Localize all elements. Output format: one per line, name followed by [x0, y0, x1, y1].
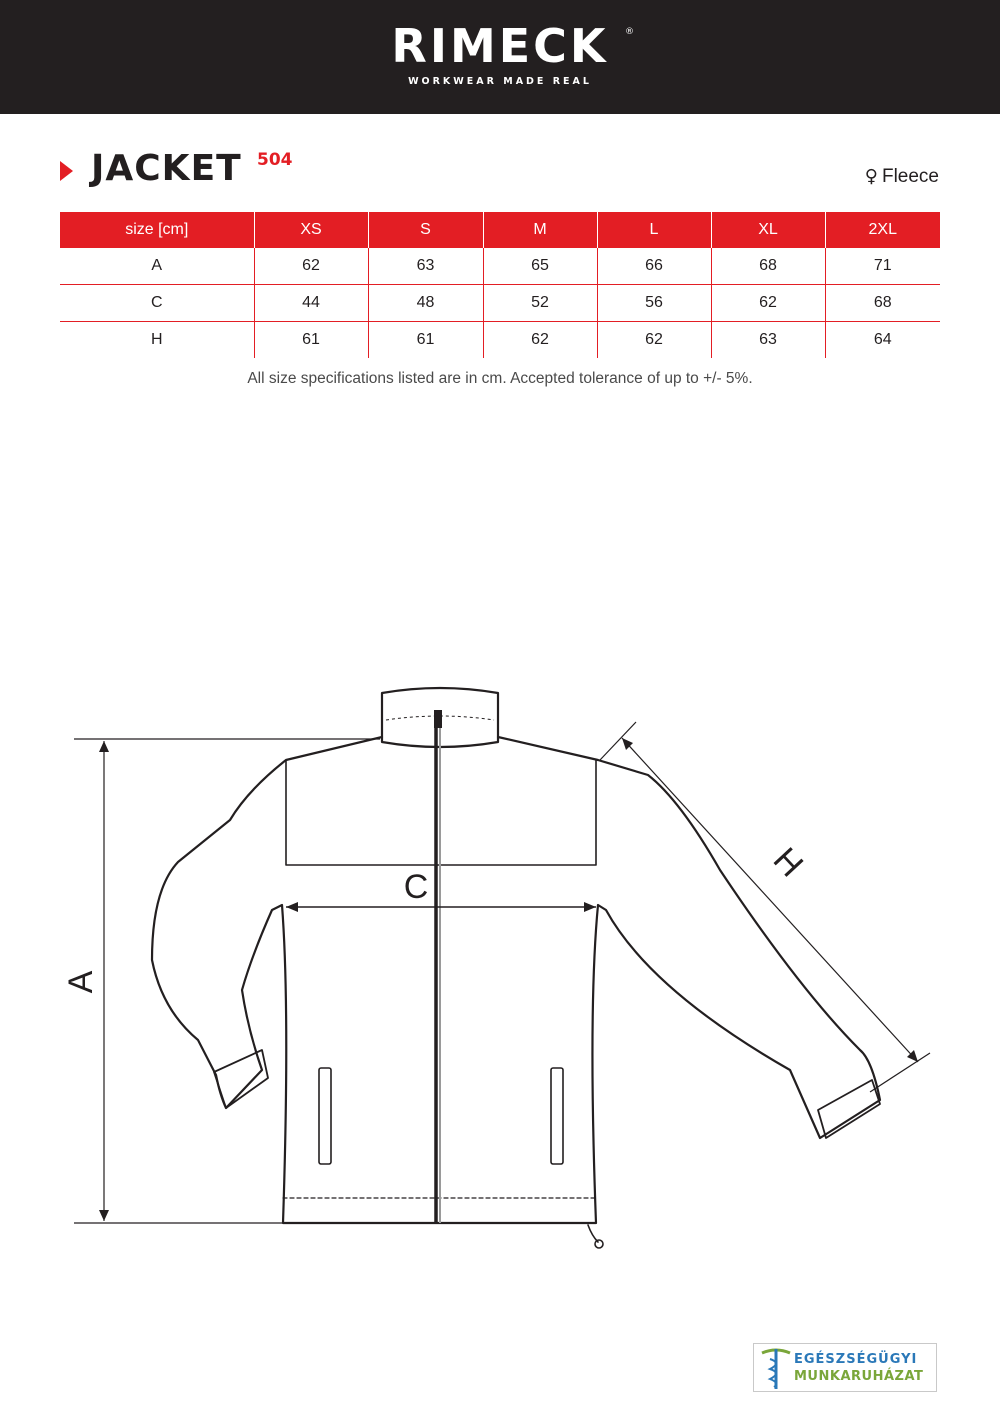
badge-line2: MUNKARUHÁZAT [794, 1369, 924, 1384]
table-cell: 61 [254, 322, 368, 359]
table-cell: 62 [483, 322, 597, 359]
table-cell: 65 [483, 248, 597, 285]
table-cell: 44 [254, 285, 368, 322]
column-header: 2XL [825, 212, 940, 248]
table-cell: 48 [368, 285, 483, 322]
measure-a-arrow-bottom [99, 1210, 109, 1221]
table-cell: 62 [254, 248, 368, 285]
table-cell: 71 [825, 248, 940, 285]
badge-line1: EGÉSZSÉGÜGYI [794, 1352, 918, 1367]
female-icon: ♀ [864, 166, 878, 187]
row-label: C [60, 285, 254, 322]
measure-a-arrow-top [99, 741, 109, 752]
certification-badge [753, 1343, 937, 1392]
column-header: XS [254, 212, 368, 248]
column-header: M [483, 212, 597, 248]
table-cell: 64 [873, 331, 892, 348]
product-title: JACKET [91, 148, 242, 189]
measure-c-arrow-left [286, 902, 298, 912]
zipper-pull [434, 710, 442, 728]
label-h: H [765, 840, 811, 885]
registered-mark: ® [625, 27, 634, 37]
label-a: A [62, 970, 100, 994]
drawcord [588, 1225, 598, 1242]
table-cell: 62 [711, 285, 825, 322]
table-cell: 63 [711, 322, 825, 359]
table-cell: 63 [368, 248, 483, 285]
table-cell: 61 [368, 322, 483, 359]
measure-a-line [74, 739, 380, 1223]
table-cell: 62 [597, 322, 711, 359]
table-cell: 68 [711, 248, 825, 285]
column-header: L [597, 212, 711, 248]
row-label: H [60, 322, 254, 359]
column-header: XL [711, 212, 825, 248]
drawcord-stopper [595, 1240, 603, 1248]
left-pocket-zipper [319, 1068, 331, 1164]
tolerance-note: All size specifications listed are in cm. Accepted tolerance of up to +/- 5%. [247, 370, 753, 387]
table-cell: 66 [597, 248, 711, 285]
product-code: 504 [257, 150, 293, 170]
measure-c-arrow-right [584, 902, 596, 912]
caduceus-icon [758, 1345, 794, 1390]
jacket-outline [152, 737, 880, 1223]
column-header: S [368, 212, 483, 248]
right-cuff [818, 1080, 880, 1138]
brand-logo: RIMECK [391, 19, 609, 73]
table-cell: 56 [597, 285, 711, 322]
brand-tagline: WORKWEAR MADE REAL [408, 76, 592, 87]
table-cell: 52 [483, 285, 597, 322]
label-c: C [403, 868, 429, 906]
right-pocket-zipper [551, 1068, 563, 1164]
table-cell: 68 [825, 285, 940, 322]
column-header: size [cm] [60, 212, 254, 248]
material-label: Fleece [881, 166, 939, 187]
row-label: A [60, 248, 254, 285]
